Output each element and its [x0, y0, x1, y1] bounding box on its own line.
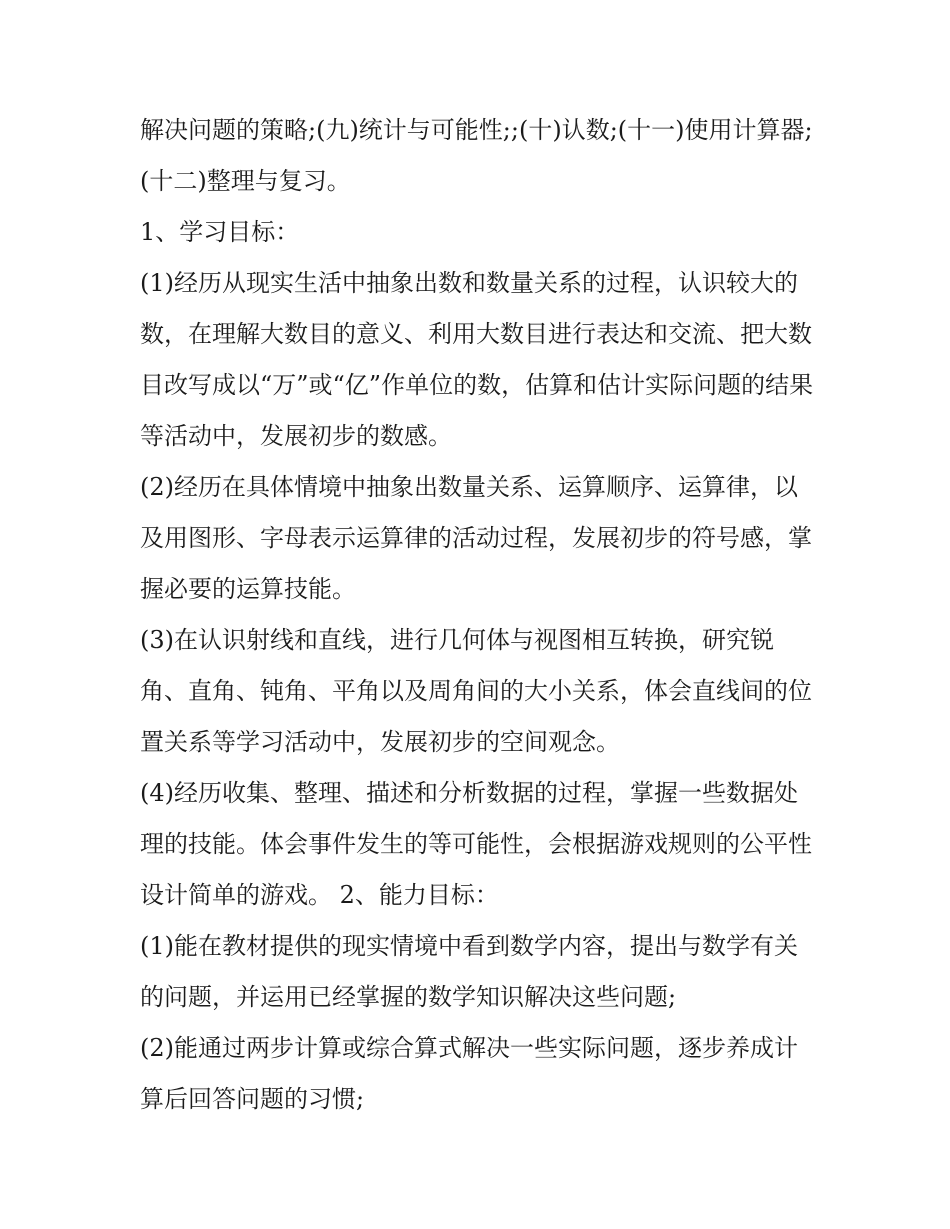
- paragraph-strategies: 解决问题的策略;(九)统计与可能性;;(十)认数;(十一)使用计算器;(十二)整理与复习。: [140, 116, 813, 195]
- paragraph-ability-1: (1)能在教材提供的现实情境中看到数学内容，提出与数学有关的问题，并运用已经掌握的数学知识解决这些问题;: [140, 932, 798, 1011]
- paragraph-goal-3: (3)在认识射线和直线，进行几何体与视图相互转换，研究锐角、直角、钝角、平角以及周角间的大小关系，体会直线间的位置关系等学习活动中，发展初步的空间观念。: [140, 626, 812, 756]
- heading-learning-goals: 1、学习目标：: [140, 218, 300, 246]
- paragraph-ability-2: (2)能通过两步计算或综合算式解决一些实际问题，逐步养成计算后回答问题的习惯;: [140, 1034, 798, 1113]
- paragraph-goal-2: (2)经历在具体情境中抽象出数量关系、运算顺序、运算律，以及用图形、字母表示运算律的活动过程，发展初步的符号感，掌握必要的运算技能。: [140, 473, 812, 603]
- paragraph-goal-1: (1)经历从现实生活中抽象出数和数量关系的过程，认识较大的数，在理解大数目的意义、利用大数目进行表达和交流、把大数目改写成以“万”或“亿”作单位的数，估算和估计实际问题的结果等活动中，发展初步的数感。: [140, 269, 814, 450]
- paragraph-goal-4: (4)经历收集、整理、描述和分析数据的过程，掌握一些数据处理的技能。体会事件发生的等可能性，会根据游戏规则的公平性设计简单的游戏。 2、能力目标：: [140, 779, 812, 909]
- document-body: [140, 105, 820, 1125]
